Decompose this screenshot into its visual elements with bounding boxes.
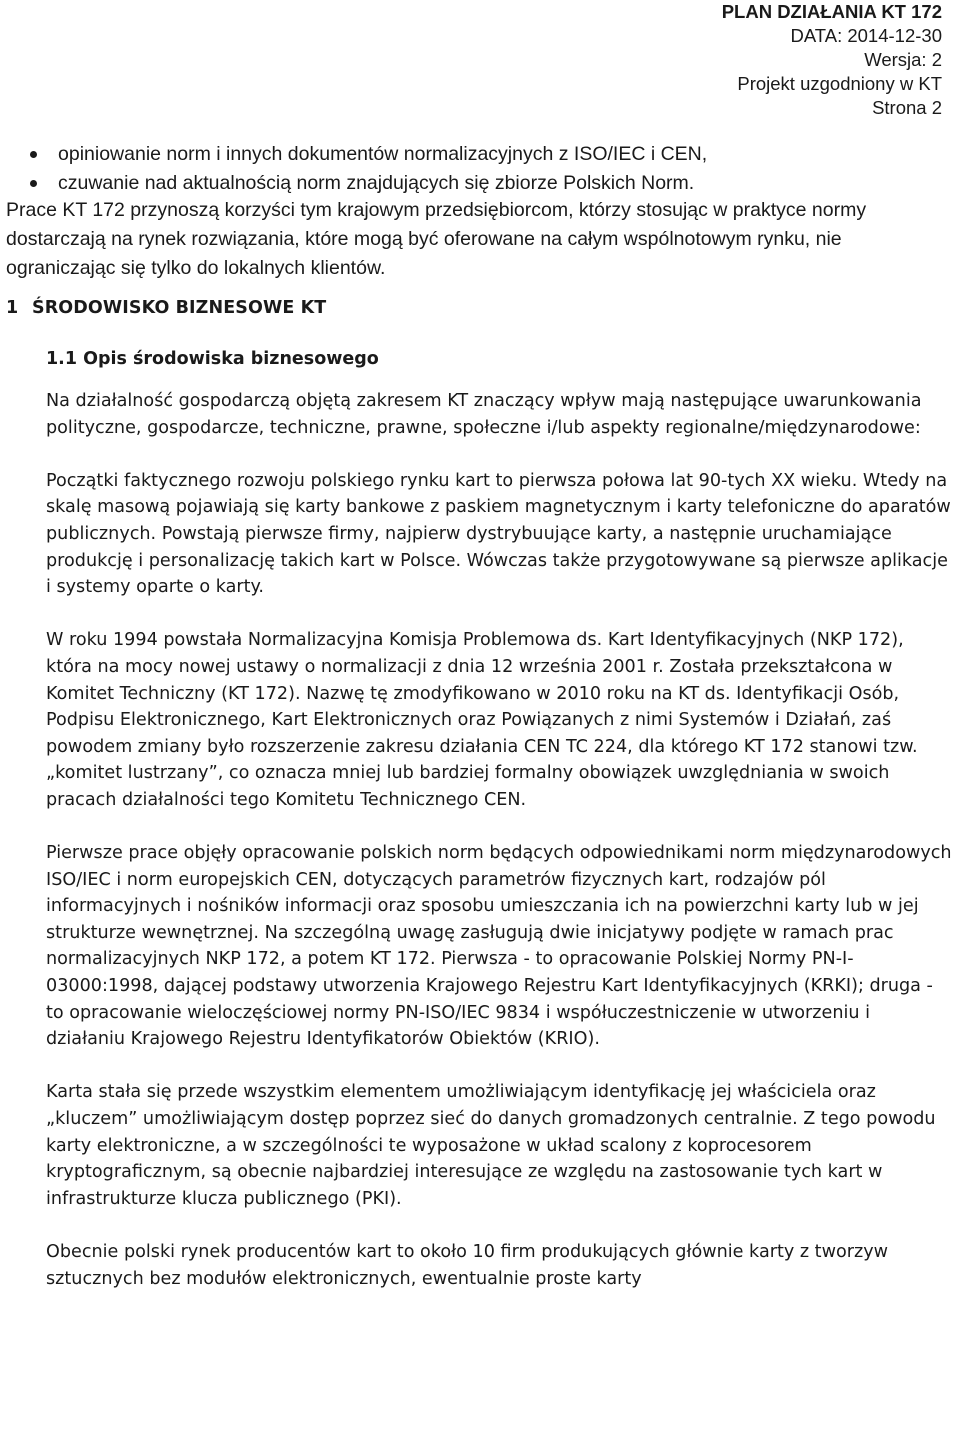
bullet-list bbox=[30, 140, 930, 198]
document-status: Projekt uzgodniony w KT bbox=[737, 73, 942, 94]
bullet-text: opiniowanie norm i innych dokumentów normalizacyjnych z ISO/IEC i CEN, bbox=[58, 143, 708, 165]
paragraph: Początki faktycznego rozwoju polskiego rynku kart to pierwsza połowa lat 90-tych XX wieku. Wtedy na skalę masową pojawiają się karty bankowe z paskiem magnetycznym i karty telefoniczne do aparatów publicznych. Powstają pierwsze firmy, najpierw dystrybuujące karty, a następnie uruchamiające produkcję i personalizację takich kart w Polsce. Wówczas także przygotowywane są pierwsze aplikacje i systemy oparte o karty. bbox=[46, 470, 951, 598]
bullet-icon bbox=[30, 151, 37, 158]
section-heading bbox=[6, 298, 326, 318]
paragraph: Na działalność gospodarczą objętą zakresem KT znaczący wpływ mają następujące uwarunkowania polityczne, gospodarcze, techniczne, prawne, społeczne i/lub aspekty regionalne/międzynarodowe: bbox=[46, 391, 922, 438]
paragraph: Karta stała się przede wszystkim elementem umożliwiającym identyfikację jej właściciela oraz „kluczem” umożliwiającym dostęp poprzez sieć do danych gromadzonych centralnie. Z tego powodu karty elektroniczne, a w szczególności te wyposażone w układ scalony z koprocesorem kryptograficznym, są obecnie najbardziej interesujące ze względu na zastosowanie tych kart w infrastrukturze klucza publicznego (PKI). bbox=[46, 1082, 936, 1209]
document-version: Wersja: 2 bbox=[864, 49, 942, 70]
section-number: 1 bbox=[6, 298, 19, 318]
bullet-text: czuwanie nad aktualnością norm znajdujących się zbiorze Polskich Norm. bbox=[58, 172, 695, 194]
intro-paragraph bbox=[6, 196, 956, 283]
subsection-heading: 1.1 Opis środowiska biznesowego bbox=[46, 349, 379, 369]
section-title: ŚRODOWISKO BIZNESOWE KT bbox=[32, 298, 327, 318]
paragraph: Obecnie polski rynek producentów kart to około 10 firm produkujących głównie karty z tworzyw sztucznych bez modułów elektronicznych, ewentualnie proste karty bbox=[46, 1242, 889, 1289]
bullet-item bbox=[30, 169, 930, 198]
paragraph: W roku 1994 powstała Normalizacyjna Komisja Problemowa ds. Kart Identyfikacyjnych (NKP 172), która na mocy nowej ustawy o normalizacji z dnia 12 września 2001 r. Została przekształcona w Komitet Techniczny (KT 172). Nazwę tę zmodyfikowano w 2010 roku na KT ds. Identyfikacji Osób, Podpisu Elektronicznego, Kart Elektronicznych oraz Powiązanych z nimi Systemów i Działań, zaś powodem zmiany było rozszerzenie zakresu działania CEN TC 224, dla którego KT 172 stanowi tzw. „komitet lustrzany”, co oznacza mniej lub bardziej formalny obowiązek uwzględniania w swoich pracach działalności tego Komitetu Technicznego CEN. bbox=[46, 630, 918, 810]
page-number: Strona 2 bbox=[872, 97, 942, 118]
bullet-icon bbox=[30, 180, 37, 187]
paragraph: Pierwsze prace objęły opracowanie polskich norm będących odpowiednikami norm międzynarodowych ISO/IEC i norm europejskich CEN, dotyczących parametrów fizycznych kart, rodzajów pól informacyjnych i nośników informacji oraz sposobu umieszczania ich na powierzchni karty lub w jej strukturze wewnętrznej. Na szczególną uwagę zasługują dwie inicjatywy podjęte w ramach prac normalizacyjnych NKP 172, a potem KT 172. Pierwsza - to opracowanie Polskiej Normy PN-I-03000:1998, dającej podstawy utworzenia Krajowego Rejestru Kart Identyfikacyjnych (KRKI); druga - to opracowanie wieloczęściowej normy PN-ISO/IEC 9834 i współuczestniczenie w utworzeniu i działaniu Krajowego Rejestru Identyfikatorów Obiektów (KRIO). bbox=[46, 843, 952, 1050]
document-date: DATA: 2014-12-30 bbox=[790, 25, 942, 46]
intro-text: Prace KT 172 przynoszą korzyści tym krajowym przedsiębiorcom, którzy stosując w praktyce normy dostarczają na rynek rozwiązania, które mogą być oferowane na całym wspólnotowym rynku, nie ograniczając się tylko do lokalnych klientów. bbox=[6, 199, 867, 279]
page-header bbox=[722, 0, 942, 120]
bullet-item bbox=[30, 140, 930, 169]
section-body bbox=[46, 388, 952, 1319]
document-title: PLAN DZIAŁANIA KT 172 bbox=[721, 1, 942, 22]
